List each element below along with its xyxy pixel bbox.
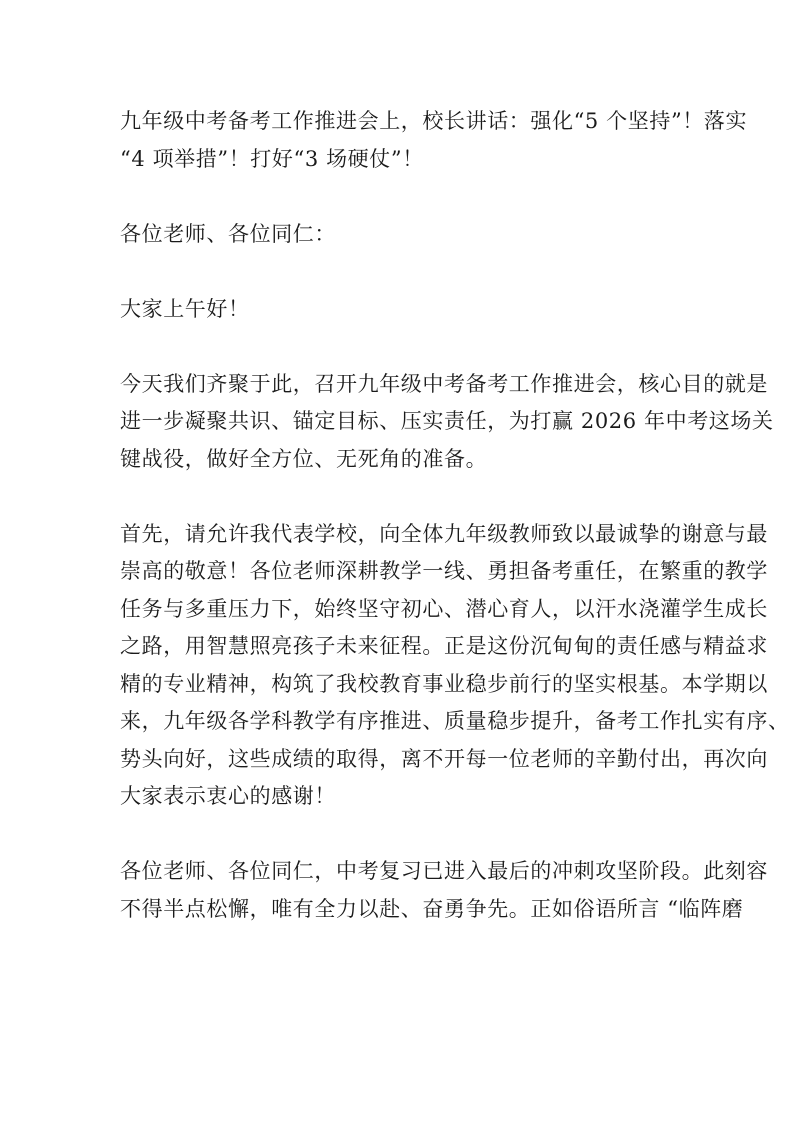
title-line: 九年级中考备考工作推进会上，校长讲话：强化“5 个坚持”！落实 [120,109,748,133]
title-line: “4 项举措”！打好“3 场硬仗”！ [120,146,424,171]
paragraph-line: 任务与多重压力下，始终坚守初心、潜心育人，以汗水浇灌学生成长 [120,596,768,621]
paragraph-line: 键战役，做好全方位、无死角的准备。 [120,446,488,471]
paragraph-line: 今天我们齐聚于此，召开九年级中考备考工作推进会，核心目的就是 [120,371,768,396]
paragraph-line: 首先，请允许我代表学校，向全体九年级教师致以最诚挚的谢意与最 [120,521,768,546]
document-title [120,103,748,178]
paragraph-sprint [120,853,768,928]
paragraph-thanks [120,516,790,816]
paragraph-line: 各位老师、各位同仁： [120,221,336,246]
paragraph-line: 精的专业精神，构筑了我校教育事业稳步前行的坚实根基。本学期以 [120,671,768,696]
salutation [120,216,680,254]
paragraph-line: 崇高的敬意！各位老师深耕教学一线、勇担备考重任，在繁重的教学 [120,559,768,583]
paragraph-line: 各位老师、各位同仁，中考复习已进入最后的冲刺攻坚阶段。此刻容 [120,859,768,883]
paragraph-line: 不得半点松懈，唯有全力以赴、奋勇争先。正如俗语所言 “临阵磨 [120,896,744,921]
paragraph-line: 势头向好，这些成绩的取得，离不开每一位老师的辛勤付出，再次向 [120,746,768,771]
paragraph-line: 进一步凝聚共识、锚定目标、压实责任，为打赢 2026 年中考这场关 [120,409,774,433]
paragraph-line: 大家表示衷心的感谢！ [120,784,336,808]
paragraph-line: 来，九年级各学科教学有序推进、质量稳步提升，备考工作扎实有序、 [120,709,790,733]
document-page [120,103,790,966]
paragraph-line: 之路，用智慧照亮孩子未来征程。正是这份沉甸甸的责任感与精益求 [120,634,768,658]
paragraph-purpose [120,366,774,479]
greeting [120,291,680,329]
paragraph-line: 大家上午好！ [120,296,250,321]
